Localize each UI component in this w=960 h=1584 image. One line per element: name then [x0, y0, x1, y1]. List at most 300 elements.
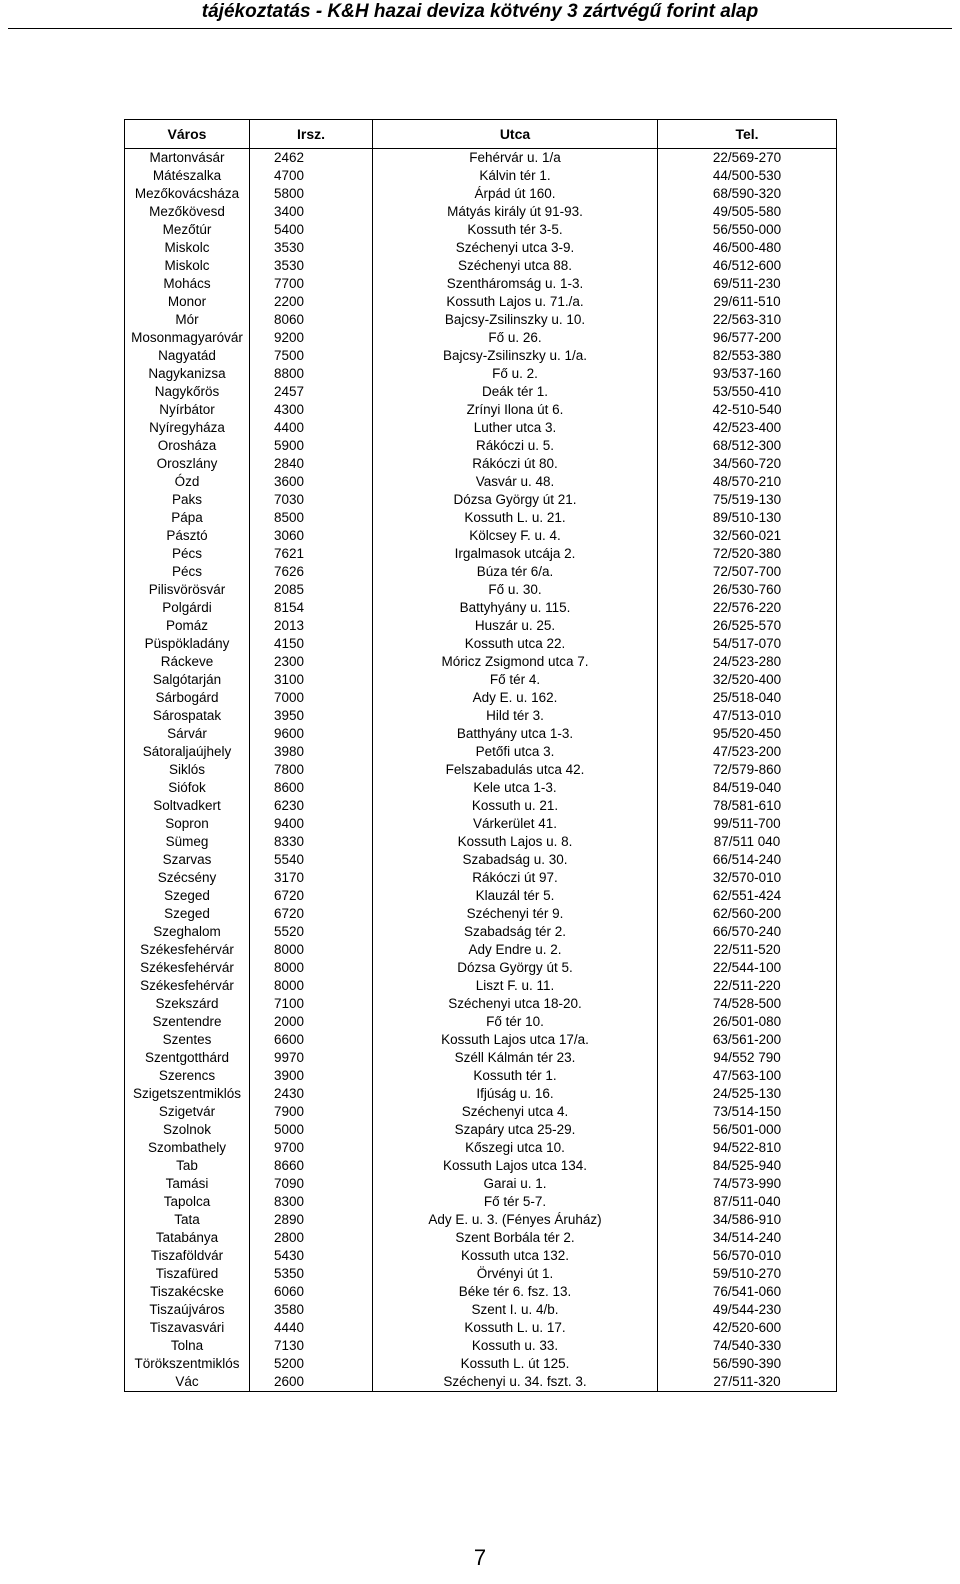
cell-zip: 2085 — [250, 581, 373, 599]
cell-street: Kossuth utca 22. — [373, 635, 658, 653]
cell-street: Szabadság u. 30. — [373, 851, 658, 869]
cell-street: Petőfi utca 3. — [373, 743, 658, 761]
cell-city: Tiszaföldvár — [125, 1247, 250, 1265]
cell-phone: 34/560-720 — [658, 455, 837, 473]
cell-phone: 22/511-520 — [658, 941, 837, 959]
cell-street: Széchenyi utca 88. — [373, 257, 658, 275]
table-header — [125, 120, 837, 149]
cell-street: Kossuth L. u. 21. — [373, 509, 658, 527]
cell-city: Oroszlány — [125, 455, 250, 473]
cell-phone: 87/511 040 — [658, 833, 837, 851]
cell-phone: 32/570-010 — [658, 869, 837, 887]
cell-zip: 3950 — [250, 707, 373, 725]
cell-phone: 46/512-600 — [658, 257, 837, 275]
cell-city: Siklós — [125, 761, 250, 779]
cell-phone: 22/511-220 — [658, 977, 837, 995]
cell-city: Miskolc — [125, 239, 250, 257]
cell-phone: 47/523-200 — [658, 743, 837, 761]
cell-zip: 6720 — [250, 905, 373, 923]
cell-phone: 34/586-910 — [658, 1211, 837, 1229]
cell-zip: 7030 — [250, 491, 373, 509]
cell-phone: 84/525-940 — [658, 1157, 837, 1175]
document-header-title: tájékoztatás - K&H hazai deviza kötvény 3 zártvégű forint alap — [201, 1, 759, 22]
cell-city: Pilisvörösvár — [125, 581, 250, 599]
cell-phone: 84/519-040 — [658, 779, 837, 797]
cell-phone: 68/590-320 — [658, 185, 837, 203]
cell-phone: 78/581-610 — [658, 797, 837, 815]
cell-phone: 94/552 790 — [658, 1049, 837, 1067]
cell-city: Szentes — [125, 1031, 250, 1049]
table-row — [125, 779, 837, 797]
table-row — [125, 1301, 837, 1319]
table-row — [125, 1265, 837, 1283]
cell-zip: 2462 — [250, 149, 373, 168]
cell-street: Szapáry utca 25-29. — [373, 1121, 658, 1139]
table-row — [125, 1373, 837, 1392]
cell-zip: 8000 — [250, 959, 373, 977]
cell-street: Kölcsey F. u. 4. — [373, 527, 658, 545]
cell-street: Mátyás király út 91-93. — [373, 203, 658, 221]
cell-phone: 32/520-400 — [658, 671, 837, 689]
cell-phone: 68/512-300 — [658, 437, 837, 455]
cell-city: Siófok — [125, 779, 250, 797]
cell-city: Polgárdi — [125, 599, 250, 617]
cell-street: Várkerület 41. — [373, 815, 658, 833]
cell-street: Bajcsy-Zsilinszky u. 10. — [373, 311, 658, 329]
table-header-row — [125, 120, 837, 149]
cell-city: Nyírbátor — [125, 401, 250, 419]
cell-city: Tatabánya — [125, 1229, 250, 1247]
cell-street: Vasvár u. 48. — [373, 473, 658, 491]
cell-phone: 49/505-580 — [658, 203, 837, 221]
cell-zip: 2300 — [250, 653, 373, 671]
cell-street: Kossuth L. út 125. — [373, 1355, 658, 1373]
cell-street: Széchenyi utca 4. — [373, 1103, 658, 1121]
cell-phone: 47/513-010 — [658, 707, 837, 725]
cell-street: Rákóczi út 97. — [373, 869, 658, 887]
cell-zip: 8330 — [250, 833, 373, 851]
cell-zip: 5350 — [250, 1265, 373, 1283]
cell-street: Szabadság tér 2. — [373, 923, 658, 941]
cell-phone: 22/576-220 — [658, 599, 837, 617]
cell-phone: 42/523-400 — [658, 419, 837, 437]
cell-phone: 93/537-160 — [658, 365, 837, 383]
cell-phone: 56/550-000 — [658, 221, 837, 239]
cell-street: Fő tér 4. — [373, 671, 658, 689]
cell-zip: 7621 — [250, 545, 373, 563]
page-number: 7 — [473, 1545, 487, 1570]
cell-zip: 2600 — [250, 1373, 373, 1392]
table-row — [125, 581, 837, 599]
cell-street: Huszár u. 25. — [373, 617, 658, 635]
cell-zip: 5800 — [250, 185, 373, 203]
cell-city: Sárvár — [125, 725, 250, 743]
table-row — [125, 671, 837, 689]
cell-zip: 8000 — [250, 977, 373, 995]
cell-zip: 3530 — [250, 239, 373, 257]
cell-city: Tata — [125, 1211, 250, 1229]
cell-city: Tab — [125, 1157, 250, 1175]
cell-street: Kossuth Lajos u. 71./a. — [373, 293, 658, 311]
cell-zip: 7500 — [250, 347, 373, 365]
header-divider — [8, 28, 952, 29]
cell-phone: 42/520-600 — [658, 1319, 837, 1337]
cell-city: Nagykőrös — [125, 383, 250, 401]
table-row — [125, 815, 837, 833]
cell-zip: 3060 — [250, 527, 373, 545]
cell-zip: 2457 — [250, 383, 373, 401]
cell-phone: 95/520-450 — [658, 725, 837, 743]
cell-phone: 54/517-070 — [658, 635, 837, 653]
cell-phone: 34/514-240 — [658, 1229, 837, 1247]
cell-city: Paks — [125, 491, 250, 509]
table-row — [125, 1211, 837, 1229]
table-row — [125, 293, 837, 311]
cell-city: Pécs — [125, 563, 250, 581]
table-row — [125, 1283, 837, 1301]
cell-city: Székesfehérvár — [125, 959, 250, 977]
cell-street: Fő u. 30. — [373, 581, 658, 599]
cell-phone: 47/563-100 — [658, 1067, 837, 1085]
cell-street: Örvényi út 1. — [373, 1265, 658, 1283]
cell-city: Pécs — [125, 545, 250, 563]
cell-zip: 7800 — [250, 761, 373, 779]
table-row — [125, 941, 837, 959]
cell-zip: 7900 — [250, 1103, 373, 1121]
table-row — [125, 473, 837, 491]
table-row — [125, 1355, 837, 1373]
cell-zip: 5520 — [250, 923, 373, 941]
cell-zip: 3980 — [250, 743, 373, 761]
cell-city: Szarvas — [125, 851, 250, 869]
cell-city: Szeged — [125, 887, 250, 905]
cell-zip: 5540 — [250, 851, 373, 869]
table-row — [125, 1139, 837, 1157]
table-row — [125, 923, 837, 941]
table-row — [125, 329, 837, 347]
cell-street: Ady E. u. 162. — [373, 689, 658, 707]
cell-phone: 26/530-760 — [658, 581, 837, 599]
table-row — [125, 869, 837, 887]
cell-street: Ady E. u. 3. (Fényes Áruház) — [373, 1211, 658, 1229]
cell-street: Fő tér 10. — [373, 1013, 658, 1031]
cell-phone: 66/570-240 — [658, 923, 837, 941]
cell-zip: 9600 — [250, 725, 373, 743]
cell-zip: 7090 — [250, 1175, 373, 1193]
cell-city: Tamási — [125, 1175, 250, 1193]
cell-phone: 22/569-270 — [658, 149, 837, 168]
cell-street: Liszt F. u. 11. — [373, 977, 658, 995]
table-row — [125, 1121, 837, 1139]
cell-street: Kossuth utca 132. — [373, 1247, 658, 1265]
cell-zip: 3600 — [250, 473, 373, 491]
table-row — [125, 491, 837, 509]
table-row — [125, 1157, 837, 1175]
cell-city: Tiszakécske — [125, 1283, 250, 1301]
cell-phone: 73/514-150 — [658, 1103, 837, 1121]
cell-city: Pásztó — [125, 527, 250, 545]
cell-zip: 8000 — [250, 941, 373, 959]
table-row — [125, 833, 837, 851]
cell-city: Martonvásár — [125, 149, 250, 168]
cell-zip: 6720 — [250, 887, 373, 905]
cell-phone: 56/590-390 — [658, 1355, 837, 1373]
cell-phone: 32/560-021 — [658, 527, 837, 545]
table-row — [125, 275, 837, 293]
branch-table — [124, 119, 837, 1392]
cell-phone: 94/522-810 — [658, 1139, 837, 1157]
table-row — [125, 617, 837, 635]
cell-phone: 25/518-040 — [658, 689, 837, 707]
cell-street: Fő u. 2. — [373, 365, 658, 383]
table-row — [125, 761, 837, 779]
cell-city: Mezőkövesd — [125, 203, 250, 221]
cell-zip: 2800 — [250, 1229, 373, 1247]
table-row — [125, 653, 837, 671]
cell-city: Nagyatád — [125, 347, 250, 365]
cell-phone: 46/500-480 — [658, 239, 837, 257]
table-row — [125, 1175, 837, 1193]
cell-phone: 72/520-380 — [658, 545, 837, 563]
cell-zip: 2430 — [250, 1085, 373, 1103]
table-row — [125, 707, 837, 725]
cell-phone: 74/540-330 — [658, 1337, 837, 1355]
cell-zip: 4300 — [250, 401, 373, 419]
table-row — [125, 635, 837, 653]
cell-zip: 3900 — [250, 1067, 373, 1085]
cell-phone: 26/525-570 — [658, 617, 837, 635]
cell-phone: 49/544-230 — [658, 1301, 837, 1319]
cell-street: Klauzál tér 5. — [373, 887, 658, 905]
cell-street: Irgalmasok utcája 2. — [373, 545, 658, 563]
cell-zip: 8600 — [250, 779, 373, 797]
cell-phone: 48/570-210 — [658, 473, 837, 491]
cell-city: Sárbogárd — [125, 689, 250, 707]
cell-zip: 3400 — [250, 203, 373, 221]
cell-zip: 6060 — [250, 1283, 373, 1301]
cell-phone: 56/570-010 — [658, 1247, 837, 1265]
cell-street: Széchenyi u. 34. fszt. 3. — [373, 1373, 658, 1392]
table-row — [125, 383, 837, 401]
cell-street: Búza tér 6/a. — [373, 563, 658, 581]
column-header-zip: Irsz. — [250, 120, 373, 149]
cell-city: Sárospatak — [125, 707, 250, 725]
cell-street: Széchenyi utca 18-20. — [373, 995, 658, 1013]
cell-phone: 59/510-270 — [658, 1265, 837, 1283]
table-row — [125, 599, 837, 617]
cell-city: Székesfehérvár — [125, 941, 250, 959]
table-row — [125, 149, 837, 168]
cell-zip: 5400 — [250, 221, 373, 239]
table-row — [125, 1067, 837, 1085]
cell-street: Széchenyi utca 3-9. — [373, 239, 658, 257]
cell-zip: 2013 — [250, 617, 373, 635]
cell-zip: 9200 — [250, 329, 373, 347]
cell-zip: 7130 — [250, 1337, 373, 1355]
cell-city: Szigetvár — [125, 1103, 250, 1121]
cell-city: Miskolc — [125, 257, 250, 275]
cell-zip: 8060 — [250, 311, 373, 329]
cell-zip: 8300 — [250, 1193, 373, 1211]
cell-street: Széchenyi tér 9. — [373, 905, 658, 923]
cell-city: Tiszaújváros — [125, 1301, 250, 1319]
cell-zip: 4400 — [250, 419, 373, 437]
cell-street: Fehérvár u. 1/a — [373, 149, 658, 168]
table-row — [125, 1031, 837, 1049]
cell-phone: 24/523-280 — [658, 653, 837, 671]
cell-city: Mezőkovácsháza — [125, 185, 250, 203]
cell-city: Ózd — [125, 473, 250, 491]
cell-phone: 76/541-060 — [658, 1283, 837, 1301]
table-row — [125, 977, 837, 995]
cell-phone: 72/579-860 — [658, 761, 837, 779]
cell-city: Szentendre — [125, 1013, 250, 1031]
cell-city: Szeged — [125, 905, 250, 923]
cell-zip: 4440 — [250, 1319, 373, 1337]
cell-city: Salgótarján — [125, 671, 250, 689]
cell-city: Mohács — [125, 275, 250, 293]
table-row — [125, 887, 837, 905]
cell-city: Soltvadkert — [125, 797, 250, 815]
table-row — [125, 203, 837, 221]
cell-zip: 5000 — [250, 1121, 373, 1139]
cell-street: Kossuth Lajos utca 134. — [373, 1157, 658, 1175]
cell-city: Szigetszentmiklós — [125, 1085, 250, 1103]
table-row — [125, 851, 837, 869]
cell-street: Dózsa György út 21. — [373, 491, 658, 509]
table-row — [125, 725, 837, 743]
table-row — [125, 743, 837, 761]
cell-zip: 5900 — [250, 437, 373, 455]
cell-zip: 4700 — [250, 167, 373, 185]
cell-phone: 66/514-240 — [658, 851, 837, 869]
cell-street: Kossuth tér 1. — [373, 1067, 658, 1085]
table-row — [125, 221, 837, 239]
cell-phone: 74/573-990 — [658, 1175, 837, 1193]
cell-zip: 2000 — [250, 1013, 373, 1031]
cell-city: Székesfehérvár — [125, 977, 250, 995]
cell-zip: 8660 — [250, 1157, 373, 1175]
cell-street: Ifjúság u. 16. — [373, 1085, 658, 1103]
table-row — [125, 365, 837, 383]
cell-phone: 99/511-700 — [658, 815, 837, 833]
table-row — [125, 419, 837, 437]
cell-street: Dózsa György út 5. — [373, 959, 658, 977]
cell-phone: 75/519-130 — [658, 491, 837, 509]
cell-city: Ráckeve — [125, 653, 250, 671]
table-row — [125, 1229, 837, 1247]
cell-city: Törökszentmiklós — [125, 1355, 250, 1373]
table-row — [125, 509, 837, 527]
cell-city: Sátoraljaújhely — [125, 743, 250, 761]
cell-street: Szent Borbála tér 2. — [373, 1229, 658, 1247]
cell-city: Mátészalka — [125, 167, 250, 185]
cell-city: Sopron — [125, 815, 250, 833]
cell-zip: 2840 — [250, 455, 373, 473]
cell-street: Battyhyány u. 115. — [373, 599, 658, 617]
cell-city: Orosháza — [125, 437, 250, 455]
cell-street: Fő u. 26. — [373, 329, 658, 347]
cell-street: Kossuth u. 21. — [373, 797, 658, 815]
cell-street: Móricz Zsigmond utca 7. — [373, 653, 658, 671]
cell-phone: 87/511-040 — [658, 1193, 837, 1211]
cell-zip: 7000 — [250, 689, 373, 707]
cell-phone: 62/551-424 — [658, 887, 837, 905]
cell-city: Pápa — [125, 509, 250, 527]
cell-city: Szécsény — [125, 869, 250, 887]
table-row — [125, 527, 837, 545]
cell-street: Hild tér 3. — [373, 707, 658, 725]
cell-zip: 9700 — [250, 1139, 373, 1157]
cell-zip: 2890 — [250, 1211, 373, 1229]
cell-city: Szekszárd — [125, 995, 250, 1013]
cell-city: Szentgotthárd — [125, 1049, 250, 1067]
cell-zip: 9400 — [250, 815, 373, 833]
cell-street: Luther utca 3. — [373, 419, 658, 437]
cell-street: Rákóczi út 80. — [373, 455, 658, 473]
table-row — [125, 959, 837, 977]
cell-street: Rákóczi u. 5. — [373, 437, 658, 455]
table-row — [125, 1103, 837, 1121]
table-row — [125, 1049, 837, 1067]
table-row — [125, 437, 837, 455]
table-row — [125, 797, 837, 815]
cell-phone: 27/511-320 — [658, 1373, 837, 1392]
table-row — [125, 347, 837, 365]
cell-street: Zrínyi Ilona út 6. — [373, 401, 658, 419]
cell-phone: 42-510-540 — [658, 401, 837, 419]
cell-zip: 3580 — [250, 1301, 373, 1319]
cell-phone: 62/560-200 — [658, 905, 837, 923]
table-body — [125, 149, 837, 1392]
cell-zip: 7100 — [250, 995, 373, 1013]
table-row — [125, 185, 837, 203]
table-row — [125, 1193, 837, 1211]
cell-phone: 44/500-530 — [658, 167, 837, 185]
column-header-street: Utca — [373, 120, 658, 149]
cell-city: Mór — [125, 311, 250, 329]
cell-city: Tiszafüred — [125, 1265, 250, 1283]
cell-zip: 6600 — [250, 1031, 373, 1049]
cell-street: Kossuth u. 33. — [373, 1337, 658, 1355]
cell-phone: 96/577-200 — [658, 329, 837, 347]
cell-street: Árpád út 160. — [373, 185, 658, 203]
cell-zip: 7626 — [250, 563, 373, 581]
cell-zip: 7700 — [250, 275, 373, 293]
cell-phone: 63/561-200 — [658, 1031, 837, 1049]
cell-city: Nagykanizsa — [125, 365, 250, 383]
table-row — [125, 1013, 837, 1031]
table-row — [125, 1085, 837, 1103]
cell-city: Szerencs — [125, 1067, 250, 1085]
cell-zip: 8500 — [250, 509, 373, 527]
cell-city: Tapolca — [125, 1193, 250, 1211]
cell-phone: 82/553-380 — [658, 347, 837, 365]
table-row — [125, 311, 837, 329]
cell-zip: 3170 — [250, 869, 373, 887]
cell-zip: 5430 — [250, 1247, 373, 1265]
cell-street: Kossuth tér 3-5. — [373, 221, 658, 239]
cell-zip: 4150 — [250, 635, 373, 653]
cell-zip: 3530 — [250, 257, 373, 275]
cell-street: Kossuth Lajos utca 17/a. — [373, 1031, 658, 1049]
cell-street: Kossuth Lajos u. 8. — [373, 833, 658, 851]
table-row — [125, 455, 837, 473]
cell-zip: 3100 — [250, 671, 373, 689]
cell-city: Vác — [125, 1373, 250, 1392]
cell-street: Szent I. u. 4/b. — [373, 1301, 658, 1319]
cell-street: Garai u. 1. — [373, 1175, 658, 1193]
